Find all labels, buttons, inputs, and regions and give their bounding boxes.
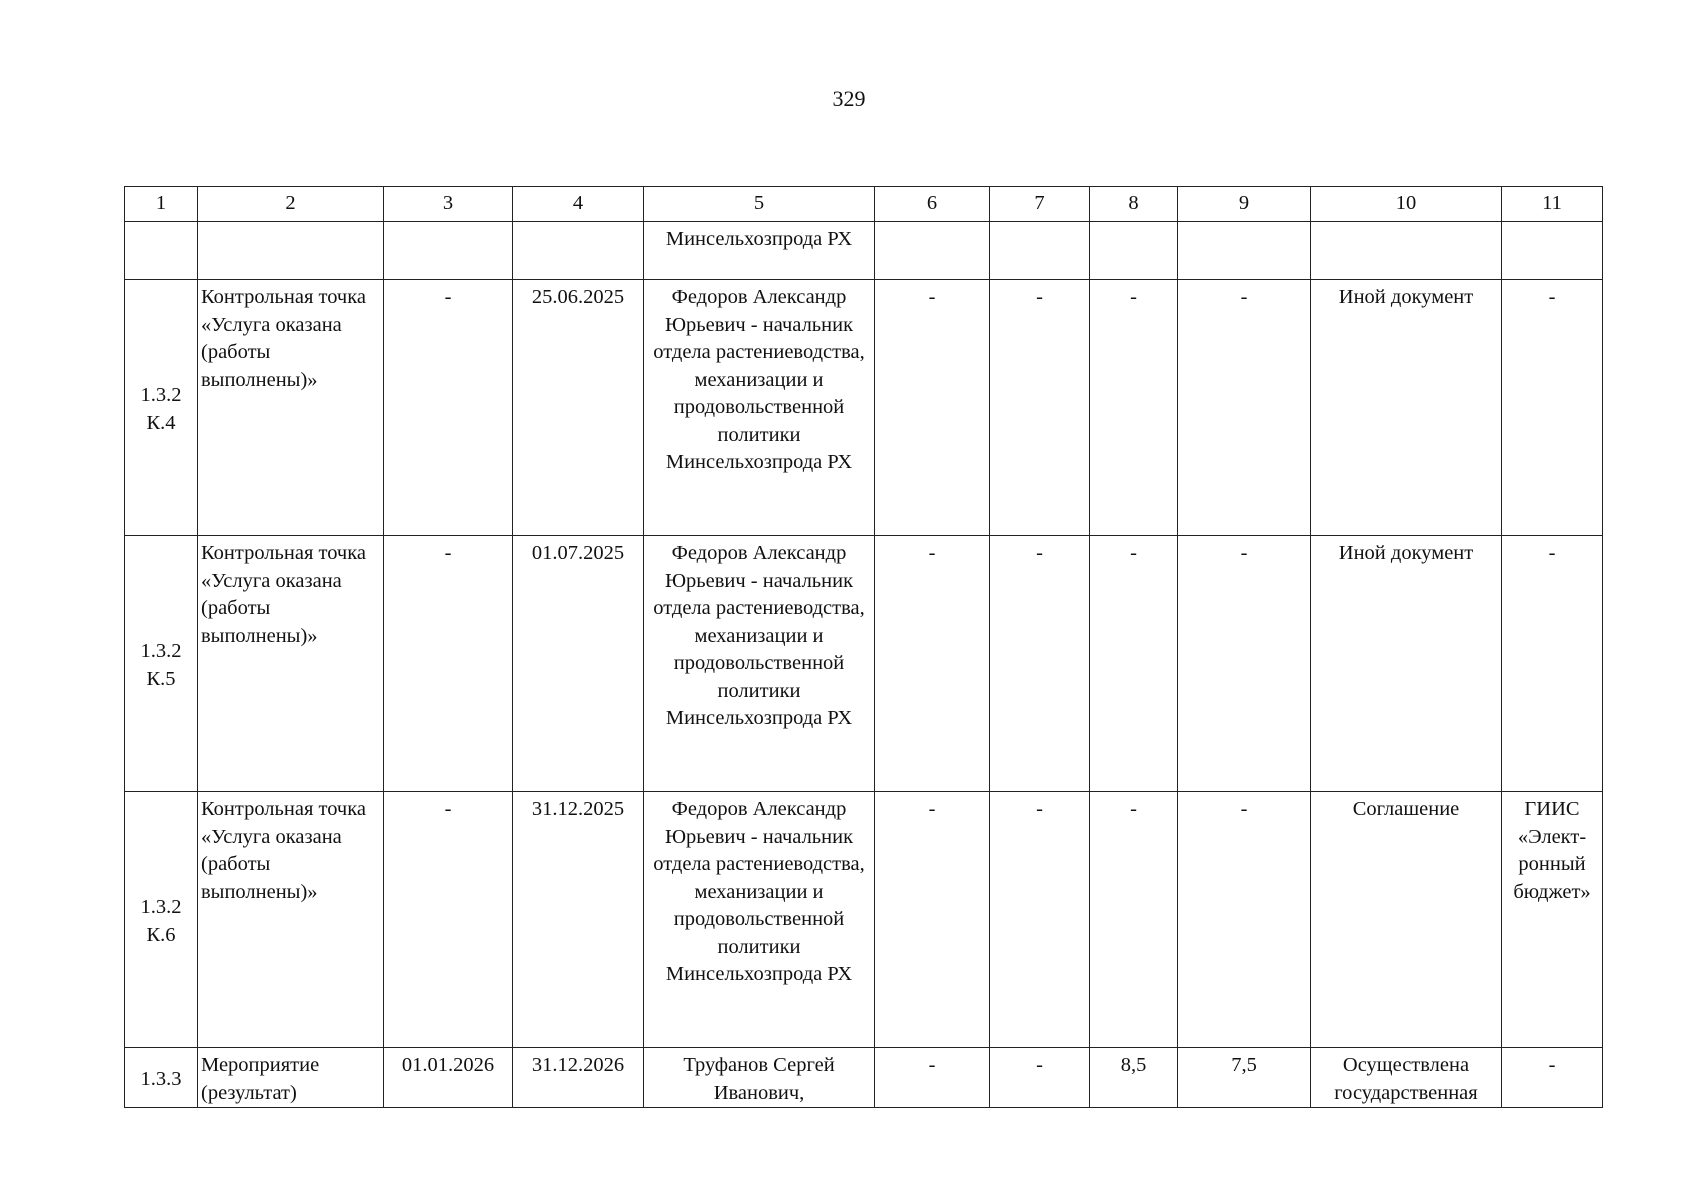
col7-cell: - [990, 536, 1090, 792]
start-date-cell: 01.01.2026 [384, 1048, 513, 1108]
row-number-cell: 1.3.2 К.4 [125, 280, 198, 536]
col6-cell: - [875, 792, 990, 1048]
header-cell: 5 [644, 187, 875, 222]
col7-cell [990, 222, 1090, 280]
header-cell: 2 [198, 187, 384, 222]
header-cell: 10 [1311, 187, 1502, 222]
end-date-cell [513, 222, 644, 280]
activity-name-cell: Контрольная точка «Услуга оказана (работы выполнены)» [198, 280, 384, 536]
info-system-cell: - [1502, 1048, 1603, 1108]
header-cell: 4 [513, 187, 644, 222]
document-type-cell: Соглашение [1311, 792, 1502, 1048]
start-date-cell: - [384, 536, 513, 792]
table-row [125, 536, 1603, 792]
row-number-cell [125, 222, 198, 280]
document-type-cell: Иной документ [1311, 280, 1502, 536]
col8-cell: - [1090, 536, 1178, 792]
col9-cell: - [1178, 536, 1311, 792]
responsible-cell: Федоров Александр Юрьевич - начальник отдела растениеводства, механизации и продовольственной политики Минсельхозпрода РХ [644, 280, 875, 536]
page-number: 329 [832, 86, 866, 111]
table-row [125, 222, 1603, 280]
document-type-cell: Осуществлена государственная [1311, 1048, 1502, 1108]
start-date-cell: - [384, 792, 513, 1048]
header-cell: 1 [125, 187, 198, 222]
end-date-cell: 31.12.2025 [513, 792, 644, 1048]
col6-cell [875, 222, 990, 280]
col7-cell: - [990, 1048, 1090, 1108]
table-row [125, 792, 1603, 1048]
col6-cell: - [875, 1048, 990, 1108]
end-date-cell: 25.06.2025 [513, 280, 644, 536]
col9-cell: 7,5 [1178, 1048, 1311, 1108]
row-number-cell: 1.3.2 К.6 [125, 792, 198, 1048]
col9-cell: - [1178, 280, 1311, 536]
header-cell: 3 [384, 187, 513, 222]
header-cell: 8 [1090, 187, 1178, 222]
row-number-cell: 1.3.3 [125, 1048, 198, 1108]
table-header-row [125, 187, 1603, 222]
col7-cell: - [990, 792, 1090, 1048]
col8-cell: - [1090, 792, 1178, 1048]
header-cell: 9 [1178, 187, 1311, 222]
header-cell: 7 [990, 187, 1090, 222]
responsible-cell: Федоров Александр Юрьевич - начальник отдела растениеводства, механизации и продовольственной политики Минсельхозпрода РХ [644, 792, 875, 1048]
col8-cell: 8,5 [1090, 1048, 1178, 1108]
info-system-cell: - [1502, 280, 1603, 536]
activity-name-cell: Контрольная точка «Услуга оказана (работы выполнены)» [198, 792, 384, 1048]
end-date-cell: 01.07.2025 [513, 536, 644, 792]
info-system-cell: - [1502, 536, 1603, 792]
table-row [125, 280, 1603, 536]
responsible-cell: Федоров Александр Юрьевич - начальник отдела растениеводства, механизации и продовольственной политики Минсельхозпрода РХ [644, 536, 875, 792]
col9-cell [1178, 222, 1311, 280]
col6-cell: - [875, 280, 990, 536]
document-type-cell [1311, 222, 1502, 280]
document-type-cell: Иной документ [1311, 536, 1502, 792]
header-cell: 6 [875, 187, 990, 222]
activity-name-cell [198, 222, 384, 280]
responsible-cell: Труфанов Сергей Иванович, [644, 1048, 875, 1108]
table-row [125, 1048, 1603, 1108]
info-system-cell: ГИИС «Элект-ронный бюджет» [1502, 792, 1603, 1048]
responsible-cell: Минсельхозпрода РХ [644, 222, 875, 280]
activity-name-cell: Мероприятие (результат) [198, 1048, 384, 1108]
info-system-cell [1502, 222, 1603, 280]
header-cell: 11 [1502, 187, 1603, 222]
col8-cell [1090, 222, 1178, 280]
start-date-cell: - [384, 280, 513, 536]
row-number-cell: 1.3.2 К.5 [125, 536, 198, 792]
col6-cell: - [875, 536, 990, 792]
activity-name-cell: Контрольная точка «Услуга оказана (работы выполнены)» [198, 536, 384, 792]
col8-cell: - [1090, 280, 1178, 536]
col9-cell: - [1178, 792, 1311, 1048]
start-date-cell [384, 222, 513, 280]
end-date-cell: 31.12.2026 [513, 1048, 644, 1108]
col7-cell: - [990, 280, 1090, 536]
plan-table [124, 186, 1603, 1108]
